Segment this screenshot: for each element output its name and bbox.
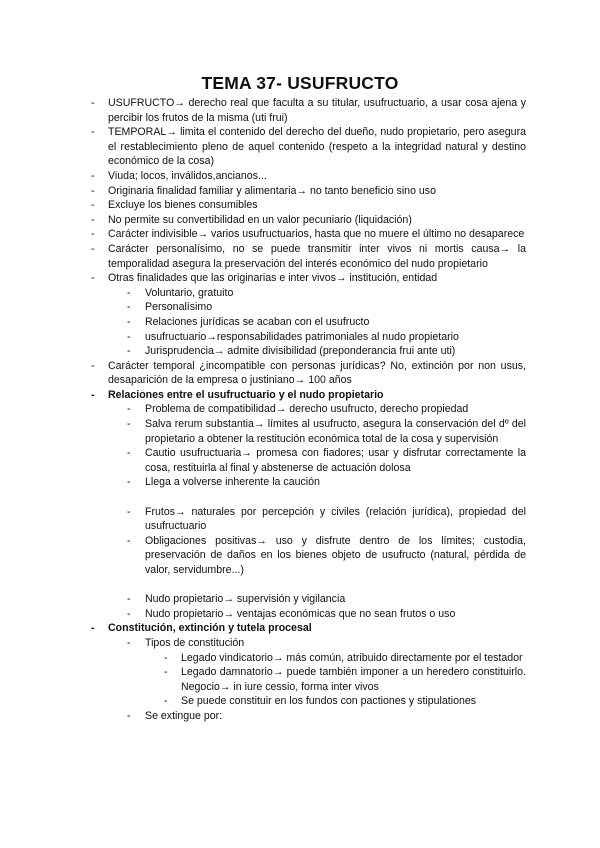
list-item: - Carácter indivisible→ varios usufructuarios, hasta que no muere el último no desaparece: [108, 227, 526, 242]
sub-list-item: - Personalísimo: [145, 300, 526, 315]
list-item: - USUFRUCTO→ derecho real que faculta a su titular, usufructuario, a usar cosa ajena y percibir los frutos de la misma (uti frui): [108, 96, 526, 125]
sub-list-item: - Se extingue por:: [145, 709, 526, 724]
list-item: - No permite su convertibilidad en un valor pecuniario (liquidación): [108, 213, 526, 228]
sub-list-item: - Llega a volverse inherente la caución: [145, 475, 526, 490]
sub-sub-list-item: - Se puede constituir en los fundos con pactiones y stipulationes: [181, 694, 526, 709]
sub-list-item: - Jurisprudencia→ admite divisibilidad (preponderancia frui ante uti): [145, 344, 526, 359]
section-heading: - Constitución, extinción y tutela procesal: [108, 621, 526, 636]
list-item: - Viuda; locos, inválidos,ancianos...: [108, 169, 526, 184]
list-item: - Otras finalidades que las originarias e inter vivos→ institución, entidad: [108, 271, 526, 286]
sub-sub-list-item: - Legado damnatorio→ puede también imponer a un heredero constituirlo. Negocio→ in iure cessio, forma inter vivos: [181, 665, 526, 694]
list-item: - Excluye los bienes consumibles: [108, 198, 526, 213]
list-item: - Carácter temporal ¿incompatible con personas jurídicas? No, extinción por non usus, desaparición de la empresa o justiniano→ 100 años: [108, 359, 526, 388]
sub-list-item: - Relaciones jurídicas se acaban con el usufructo: [145, 315, 526, 330]
list-item: - TEMPORAL→ limita el contenido del derecho del dueño, nudo propietario, pero asegura el restablecimiento pleno de aquel contenido (respeto a la integridad natural y destino económico de la cosa): [108, 125, 526, 169]
sub-list-item: - Nudo propietario→ ventajas económicas que no sean frutos o uso: [145, 607, 526, 622]
sub-list-item: - Tipos de constitución: [145, 636, 526, 651]
document-body: [0, 96, 600, 724]
list-item: - Originaria finalidad familiar y alimentaria→ no tanto beneficio sino uso: [108, 184, 526, 199]
sub-list-item: - Frutos→ naturales por percepción y civiles (relación jurídica), propiedad del usufructuario: [145, 505, 526, 534]
sub-list-item: - Salva rerum substantia→ límites al usufructo, asegura la conservación del dº del propietario a obtener la restitución económica total de la cosa y supervisión: [145, 417, 526, 446]
blank-line: [0, 490, 600, 505]
sub-list-item: - usufructuario→responsabilidades patrimoniales al nudo propietario: [145, 330, 526, 345]
list-item: - Carácter personalísimo, no se puede transmitir inter vivos ni mortis causa→ la temporalidad asegura la preservación del interés económico del nudo propietario: [108, 242, 526, 271]
document-title: TEMA 37- USUFRUCTO: [201, 73, 399, 93]
sub-sub-list-item: - Legado vindicatorio→ más común, atribuido directamente por el testador: [181, 651, 526, 666]
sub-list-item: - Voluntario, gratuito: [145, 286, 526, 301]
blank-line: [0, 578, 600, 593]
sub-list-item: - Problema de compatibilidad→ derecho usufructo, derecho propiedad: [145, 402, 526, 417]
sub-list-item: - Obligaciones positivas→ uso y disfrute dentro de los límites; custodia, preservación de daños en los bienes objeto de usufructo (natural, pérdida de valor, servidumbre...): [145, 534, 526, 578]
sub-list-item: - Nudo propietario→ supervisión y vigilancia: [145, 592, 526, 607]
section-heading: - Relaciones entre el usufructuario y el nudo propietario: [108, 388, 526, 403]
sub-list-item: - Cautio usufructuaria→ promesa con fiadores; usar y disfrutar correctamente la cosa, restituirla al final y abstenerse de actuación dolosa: [145, 446, 526, 475]
